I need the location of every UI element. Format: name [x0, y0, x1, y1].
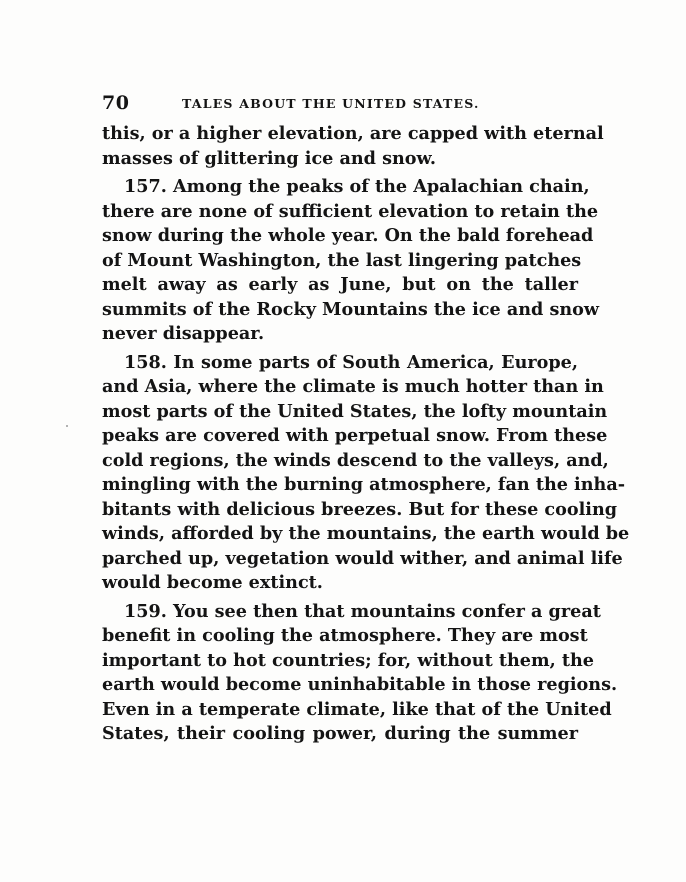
text-line: winds, afforded by the mountains, the earth would be: [102, 523, 630, 544]
text-line: 158. In some parts of South America, Europe,: [124, 351, 578, 373]
text-line: peaks are covered with perpetual snow. From these: [102, 425, 608, 446]
text-line: would become extinct.: [102, 572, 323, 593]
page-header: [102, 92, 580, 118]
text-line: of Mount Washington, the last lingering patches: [102, 249, 582, 271]
text-line: important to hot countries; for, without them, the: [102, 649, 594, 671]
page-number: 70: [102, 92, 130, 114]
text-line: masses of glittering ice and snow.: [102, 147, 437, 169]
text-line: benefit in cooling the atmosphere. They are most: [102, 625, 588, 646]
text-line: parched up, vegetation would wither, and animal life: [102, 547, 623, 569]
text-line: and Asia, where the climate is much hotter than in: [102, 376, 604, 397]
text-line: never disappear.: [102, 323, 265, 344]
text-line: 159. You see then that mountains confer a great: [124, 600, 601, 622]
paragraph-159: [102, 600, 618, 747]
text-line: there are none of sufficient elevation to retain the: [102, 200, 599, 222]
text-line: bitants with delicious breezes. But for these cooling: [102, 498, 618, 520]
paragraph-158: [102, 351, 630, 596]
text-line: 157. Among the peaks of the Apalachian chain,: [124, 176, 590, 197]
text-line: Even in a temperate climate, like that of the United: [102, 698, 612, 720]
text-line: cold regions, the winds descend to the valleys, and,: [102, 449, 609, 471]
text-line: summits of the Rocky Mountains the ice and snow: [102, 298, 600, 320]
text-line: States, their cooling power, during the summer: [102, 723, 578, 744]
text-line: this, or a higher elevation, are capped with eternal: [102, 123, 604, 144]
text-line: mingling with the burning atmosphere, fan the inha-: [102, 474, 626, 495]
running-head: TALES ABOUT THE UNITED STATES.: [182, 96, 480, 111]
text-line: most parts of the United States, the lofty mountain: [102, 400, 608, 422]
text-line: snow during the whole year. On the bald forehead: [102, 225, 594, 246]
text-line: melt away as early as June, but on the taller: [102, 274, 578, 295]
stray-mark: [66, 425, 68, 427]
paragraph-continuation: [102, 122, 604, 171]
text-line: earth would become uninhabitable in those regions.: [102, 674, 618, 695]
paragraph-157: [102, 175, 600, 347]
body-text: [102, 122, 630, 747]
